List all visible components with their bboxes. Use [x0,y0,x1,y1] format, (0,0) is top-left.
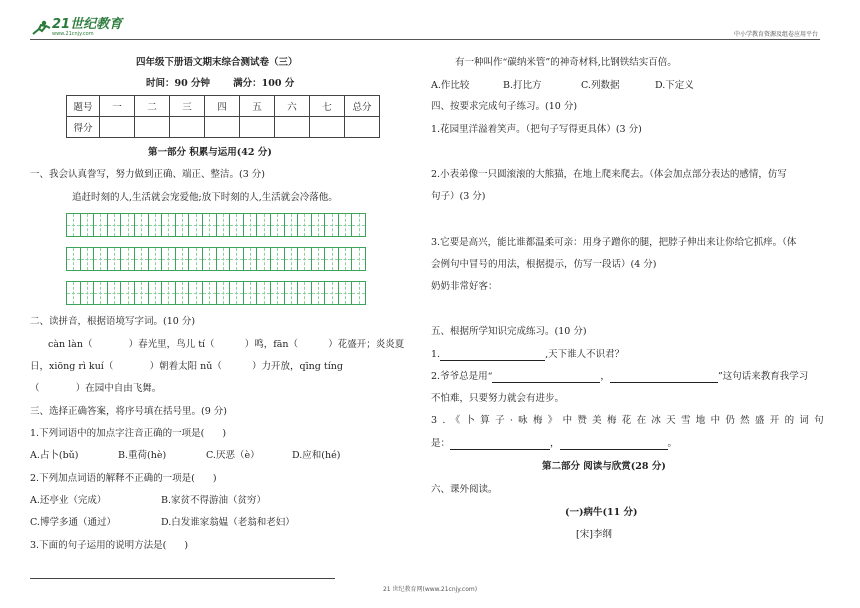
question-1-text: 追赶时刻的人,生活就会宠爱他;放下时刻的人,生活就会冷落他。 [72,192,338,203]
option-c: C.博学多通（通过） [30,517,116,528]
question-5-2-text: 2.爷爷总是用“ [431,371,493,382]
answer-blank[interactable] [492,372,600,383]
question-4-3-cont: 会例句中冒号的用法，根据提示，仿写一段话）(4 分) [431,259,657,270]
score-input-cell[interactable] [310,117,345,138]
logo-subtext: www.21cnjy.com [52,31,94,37]
site-logo [30,18,122,37]
question-3-3: 3.下面的句子运用的说明方法是( ) [30,540,189,551]
header-divider [30,39,820,40]
table-cell: 总分 [345,96,380,117]
score-input-cell[interactable] [275,117,310,138]
table-cell: 二 [135,96,170,117]
option-a: A.还亭业（完成） [30,495,107,506]
score-input-cell[interactable] [170,117,205,138]
platform-name: 中小学教育资源及组卷应用平台 [733,31,818,38]
table-cell: 题号 [67,96,100,117]
answer-blank[interactable] [450,439,550,450]
table-cell: 得分 [67,117,100,138]
part1-heading: 第一部分 积累与运用(42 分) [148,147,272,158]
question-5-3-text: 是： [431,438,451,449]
option-a: A.作比较 [431,80,470,91]
question-4: 四、按要求完成句子练习。(10 分) [431,101,578,112]
table-cell: 六 [275,96,310,117]
score-table [66,95,380,138]
score-table-header-row [67,96,380,117]
question-3: 三、选择正确答案，将序号填在括号里。(9 分) [30,406,227,417]
part2-heading: 第二部分 阅读与欣赏(28 分) [542,461,666,472]
logo-text: 21世纪教育 [52,17,123,32]
score-input-cell[interactable] [135,117,170,138]
question-2: 二、读拼音，根据语境写字词。(10 分) [30,316,196,327]
question-2-line: càn làn（ ）春光里，鸟儿 tí（ ）鸣，fān（ ）花盛开；炎炎夏 [48,339,405,350]
question-4-2: 2.小表弟像一只圆滚滚的大熊猫，在地上爬来爬去。（体会加点部分表达的感情，仿写 [431,169,787,180]
option-c: C.列数据 [581,80,620,91]
writing-grid-row[interactable] [66,281,366,305]
option-b: B.家贫不得游油（贫穷） [161,495,267,506]
table-cell: 五 [240,96,275,117]
question-5-3: 3.《卜算子·咏梅》中赞美梅花在冰天雪地中仍然盛开的词句 [431,415,829,426]
score-input-cell[interactable] [240,117,275,138]
question-4-3-prompt: 奶奶非常好客： [431,281,498,292]
question-4-2-cont: 句子）(3 分) [431,191,486,202]
question-5-2-text: ”这句话来教育我学习 [717,371,809,382]
option-b: B.重荷(hè) [118,450,167,461]
question-6: 六、课外阅读。 [431,484,498,495]
question-5-3-cont: 是： ， 。 [431,438,678,449]
question-2-line: 日，xiōng rì kuí（ ）朝着太阳 nǔ（ ）力开放，qīng tíng [30,361,343,372]
exam-time-score: 时间：90 分钟 满分：100 分 [146,78,295,89]
option-d: D.白发谁家翁媪（老翁和老妇） [161,517,295,528]
question-3-1: 1.下列词语中的加点字注音正确的一项是( ) [30,428,227,439]
footer-text: 21 世纪教育网(www.21cnjy.com) [382,586,478,593]
question-5-2: 2.爷爷总是用“ ， ”这句话来教育我学习 [431,371,809,382]
score-input-cell[interactable] [345,117,380,138]
writing-grid-row[interactable] [66,213,366,237]
question-1: 一、我会认真誊写，努力做到正确、端正、整洁。(3 分) [30,169,265,180]
passage-author: [宋]李纲 [576,529,612,540]
exam-title: 四年级下册语文期末综合测试卷（三） [136,57,298,68]
answer-blank[interactable] [610,372,718,383]
table-cell: 三 [170,96,205,117]
question-5-1: 1. ,天下谁人不识君？ [431,349,625,360]
option-d: D.下定义 [655,80,694,91]
table-cell: 四 [205,96,240,117]
answer-blank[interactable] [440,350,545,361]
question-4-1: 1.花园里洋溢着笑声。（把句子写得更具体）(3 分) [431,124,642,135]
passage-title: (一)病牛(11 分) [565,507,638,518]
question-5-1-text: ,天下谁人不识君？ [545,349,625,360]
footer-divider [30,578,335,579]
question-3-2: 2.下列加点词语的解释不正确的一项是( ) [30,473,217,484]
score-table-score-row [67,117,380,138]
option-d: D.应和(hé) [292,450,341,461]
question-3-3-sentence: 有一种叫作“碳纳米管”的神奇材料,比钢铁结实百倍。 [455,57,677,68]
option-a: A.占卜(bǔ) [30,450,79,461]
score-input-cell[interactable] [100,117,135,138]
score-input-cell[interactable] [205,117,240,138]
question-4-3: 3.它要是高兴，能比谁都温柔可亲：用身子蹭你的腿，把脖子伸出来让你给它抓痒。（体 [431,237,797,248]
writing-grid-row[interactable] [66,247,366,271]
question-5-2-cont: 不怕难，只要努力就会有进步。 [431,393,565,404]
option-b: B.打比方 [503,80,542,91]
table-cell: 一 [100,96,135,117]
table-cell: 七 [310,96,345,117]
question-5: 五、根据所学知识完成练习。(10 分) [431,326,587,337]
answer-blank[interactable] [560,439,668,450]
question-2-line: （ ）在园中自由飞舞。 [30,383,162,394]
runner-logo-icon [30,20,52,36]
option-c: C.厌恶（è） [206,450,260,461]
